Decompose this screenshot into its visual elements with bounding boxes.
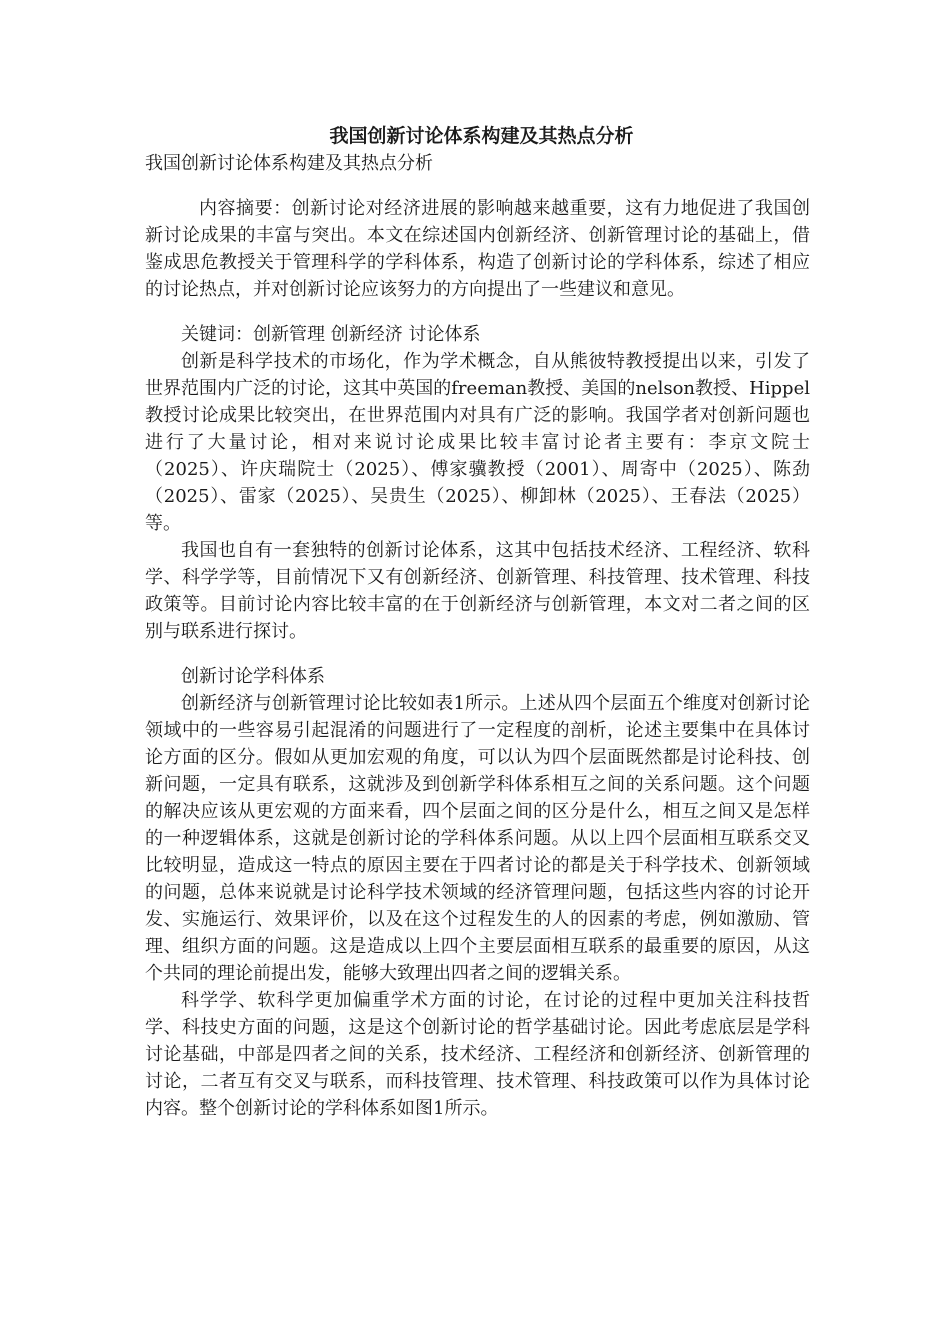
document-title: 我国创新讨论体系构建及其热点分析 xyxy=(329,125,634,147)
section-paragraph: 科学学、软科学更加偏重学术方面的讨论，在讨论的过程中更加关注科技哲学、科技史方面的问题，这是这个创新讨论的哲学基础讨论。因此考虑底层是学科讨论基础，中部是四者之间的关系，技术经济、工程经济和创新经济、创新管理的讨论，二者互有交叉与联系，而科技管理、技术管理、科技政策可以作为具体讨论内容。整个创新讨论的学科体系如图1所示。 xyxy=(145,990,810,1119)
body-paragraph: 创新是科学技术的市场化，作为学术概念，自从熊彼特教授提出以来，引发了世界范围内广泛的讨论，这其中英国的freeman教授、美国的nelson教授、Hippel教授讨论成果比较突出，在世界范围内对具有广泛的影响。我国学者对创新问题也进行了大量讨论，相对来说讨论成果比较丰富讨论者主要有：李京文院士（2025）、许庆瑞院士（2025）、傅家骥教授（2001）、周寄中（2025）、陈劲（2025）、雷家（2025）、吴贵生（2025）、柳卸林（2025）、王春法（2025）等。 xyxy=(145,351,810,534)
document-page xyxy=(145,122,810,1122)
document-subtitle: 我国创新讨论体系构建及其热点分析 xyxy=(145,153,433,174)
section-paragraph: 创新经济与创新管理讨论比较如表1所示。上述从四个层面五个维度对创新讨论领域中的一些容易引起混淆的问题进行了一定程度的剖析，论述主要集中在具体讨论方面的区分。假如从更加宏观的角度，可以认为四个层面既然都是讨论科技、创新问题，一定具有联系，这就涉及到创新学科体系相互之间的关系问题。这个问题的解决应该从更宏观的方面来看，四个层面之间的区分是什么，相互之间又是怎样的一种逻辑体系，这就是创新讨论的学科体系问题。从以上四个层面相互联系交叉比较明显，造成这一特点的原因主要在于四者讨论的都是关于科学技术、创新领域的问题，总体来说就是讨论科学技术领域的经济管理问题，包括这些内容的讨论开发、实施运行、效果评价，以及在这个过程发生的人的因素的考虑，例如激励、管理、组织方面的问题。这是造成以上四个主要层面相互联系的最重要的原因，从这个共同的理论前提出发，能够大致理出四者之间的逻辑关系。 xyxy=(145,693,810,984)
abstract-paragraph: 内容摘要：创新讨论对经济进展的影响越来越重要，这有力地促进了我国创新讨论成果的丰富与突出。本文在综述国内创新经济、创新管理讨论的基础上，借鉴成思危教授关于管理科学的学科体系，构造了创新讨论的学科体系，综述了相应的讨论热点，并对创新讨论应该努力的方向提出了一些建议和意见。 xyxy=(145,198,810,300)
section-heading: 创新讨论学科体系 xyxy=(181,666,325,687)
body-paragraph: 我国也自有一套独特的创新讨论体系，这其中包括技术经济、工程经济、软科学、科学学等，目前情况下又有创新经济、创新管理、科技管理、技术管理、科技政策等。目前讨论内容比较丰富的在于创新经济与创新管理，本文对二者之间的区别与联系进行探讨。 xyxy=(145,540,810,642)
keywords-line: 关键词：创新管理 创新经济 讨论体系 xyxy=(181,324,481,345)
